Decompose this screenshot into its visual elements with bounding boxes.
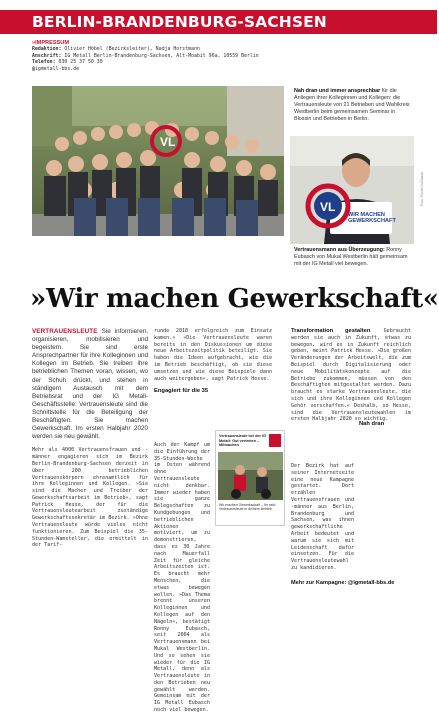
sign-line-1: WIR MACHEN: [348, 212, 385, 218]
subsection-35: [154, 388, 272, 395]
impressum-anschrift: Anschrift: IG Metall Berlin-Brandenburg-Sachsen, Alt-Moabit 96a, 10559 Berlin: [32, 52, 259, 59]
article-headline: »Wir machen Gewerkschaft«: [30, 284, 439, 314]
subhead-nah-dran: Nah dran: [359, 421, 385, 427]
section-title: BERLIN-BRANDENBURG-SACHSEN: [32, 13, 327, 31]
impressum: [32, 40, 292, 72]
campaign-flyer: [215, 430, 285, 526]
sign-line-2: GEWERKSCHAFT: [348, 218, 396, 225]
ig-metall-logo: [269, 434, 281, 447]
article-column-2-lower: [154, 442, 210, 714]
caption-bottom-lead: Vertrauensmann aus Überzeugung:: [294, 247, 385, 253]
impressum-telefon: Telefon: 030 25 37 50 30: [32, 59, 103, 66]
vl-logo-text: VL: [320, 200, 336, 214]
portrait-illustration: [290, 136, 414, 244]
photo-caption-top: [294, 88, 412, 123]
caption-top-lead: Nah dran und immer ansprechbar: [294, 88, 381, 94]
flyer-title: Vertrauensleute bei der IG Metall: Gut vertreten – Mitmachen: [219, 434, 267, 447]
body-paragraph-2: runde 2018 erfolgreich zum Einsatz kamen.« »Die Vertrauensleute waren bereits in den Diskussionen um diese neue Arbeitszeitpolitik beteiligt. Sie haben die Ideen aufgebracht, wie die im Betrieb beschäftigt, ob sie diese umsetzen und wie diese Beispiele dann auch weitergeben«, sagt Patrick Hesse.: [154, 328, 272, 382]
section-banner: [0, 10, 437, 34]
body-paragraph-nah-dran: Der Bezirk hat auf seiner Internetseite eine neue Kampagne gestartet. Dort erzählen Vertrauensfrauen und -männer aus Berlin, Brandenburg und Sachsen, was ihnen gewerkschaftliche Arbeit bedeutet und warum sie sich mit Leidenschaft dafür einsetzen. Für die Vertrauensleutewahl zu kandidieren.: [291, 463, 354, 571]
impressum-redaktion: Redaktion: Olivier Höbel (Bezirksleiter), Nadja Horstmann: [32, 46, 200, 53]
impressum-heading: »IMPRESSUM: [32, 40, 69, 46]
photo-caption-bottom: [294, 247, 412, 268]
impressum-web[interactable]: @igmetall-bbs.de: [32, 65, 80, 72]
article-kicker: VERTRAUENSLEUTE: [32, 328, 98, 335]
svg-text:VL: VL: [160, 135, 176, 149]
sign-text: [348, 212, 396, 225]
subhead-transformation: Transformation gestalten: [291, 328, 371, 334]
flyer-footer: Wir machen Gewerkschaft – Ihr seid Vertrauensleute in deinem Betrieb: [219, 503, 276, 512]
group-photo: [32, 86, 284, 236]
group-photo-illustration: [32, 86, 284, 236]
caption-bottom-body: Ronny Eubasch von Mukal Westberlin hält gemeinsam mit der IG Metall viel bewegen.: [294, 247, 408, 268]
article-column-3: [291, 328, 411, 423]
body-paragraph-1: Mehr als 4000 Vertrauensfrauen und -männer engagieren sich im Bezirk Berlin-Brandenburg-Sachsen derzeit in über 200 betrieblichen Vertrauenskörpern ehrenamtlich für ihre Kolleginnen und Kollegen. »Sie sind die Macher und Treiber der Gewerkschaftsarbeit im Betrieb«, sagt Patrick Hesse, der für die Vertrauensleutearbeit zuständige Gewerkschaftssekretär im Bezirk. »Ohne Vertrauensleute würde vieles nicht funktionieren. Zum Beispiel die 35-Stunden-Wamsteller, die ermittelt in der Tarif-: [32, 447, 148, 549]
caption-top-body: für die Anliegen ihrer Kolleginnen und Kollegen: die Vertrauensleute von 21 Betrieben und Wahlkreis Westberlin beim gemeinsamen Seminar in Blossin und Betrieben in Berlin.: [294, 88, 410, 123]
flyer-photo-illustration: [218, 452, 283, 500]
article-column-2: [154, 328, 272, 426]
article-column-1: [32, 328, 148, 576]
campaign-link[interactable]: Mehr zur Kampagne: @igmetall-bbs.de: [291, 580, 395, 586]
body-paragraph-35: Auch der Kampf um die Einführung der 35-Stunden-Woche im Osten während ohne Vertrauensleute nicht denkbar. Immer wieder haben sie ganze Belegschaften zu Kundgebungen und betrieblichen Aktionen motiviert, um zu demonstrieren, dass es 30 Jahre nach Mauerfall Zeit für gleiche Arbeitszeiten ist. Es braucht mehr Menschen, die etwas bewegen wollen. »Das Thema brennt unseren Kolleginnen und Kollegen auf den Nägeln«, bestätigt Ronny Eubasch, seit 2004 als Vertrauensmann bei Mukal Westberlin. Und so sehen sie wieder für die IG Metall, denn als Vertrauensleute in den Betrieben neu gewählt werden. Gemeinsam mit der IG Metall Eubasch noch viel bewegen.: [154, 442, 210, 714]
intro-paragraph: VERTRAUENSLEUTE Sie informieren, organisieren, mobilisieren und begeistern. Sie sind erste Ansprechpartner für ihre Kolleginnen und Kollegen im Betrieb. Sie treiben ihre betrieblichen Themen voran, wissen, wo der Schuh drückt, und stehen in ständigem Austausch mit dem Betriebsrat und der IG Metall-Geschäftsstelle: Vertrauensleute sind die Schnittstelle für die Beteiligung der Beschäftigten. Sie machen Gewerkschaft. Im ersten Halbjahr 2020 werden sie neu gewählt.: [32, 328, 148, 441]
flyer-photo: [218, 452, 283, 500]
body-paragraph-transformation: Gebraucht werden sie auch in Zukunft, etwas zu bewegen, wird es in Zukunft reichlich geben, meint Patrick Hesse. »Die großen Veränderungen der Arbeitswelt, die zum Beispiel durch Digitalisierung oder neue Mobilitätskonzepte auf die Betriebe zukommen, müssen von den Beschäftigten mitgestaltet werden. Dazu braucht es starke Vertrauensleute, die sich und ihre Kolleginnen und Kollegen Gehör verschaffen.« Deshalb, so Hesse, sind die Vertrauensleutewahlen im ersten Halbjahr 2020 so wichtig.: [291, 328, 411, 423]
portrait-photo: [290, 136, 414, 244]
article-column-3-lower: [291, 463, 354, 571]
article-column-3-right: [359, 421, 412, 511]
subhead-engagiert: Engagiert für die 35: [154, 388, 209, 395]
photo-credit: Foto: Tobias Nußbaum: [420, 171, 424, 206]
